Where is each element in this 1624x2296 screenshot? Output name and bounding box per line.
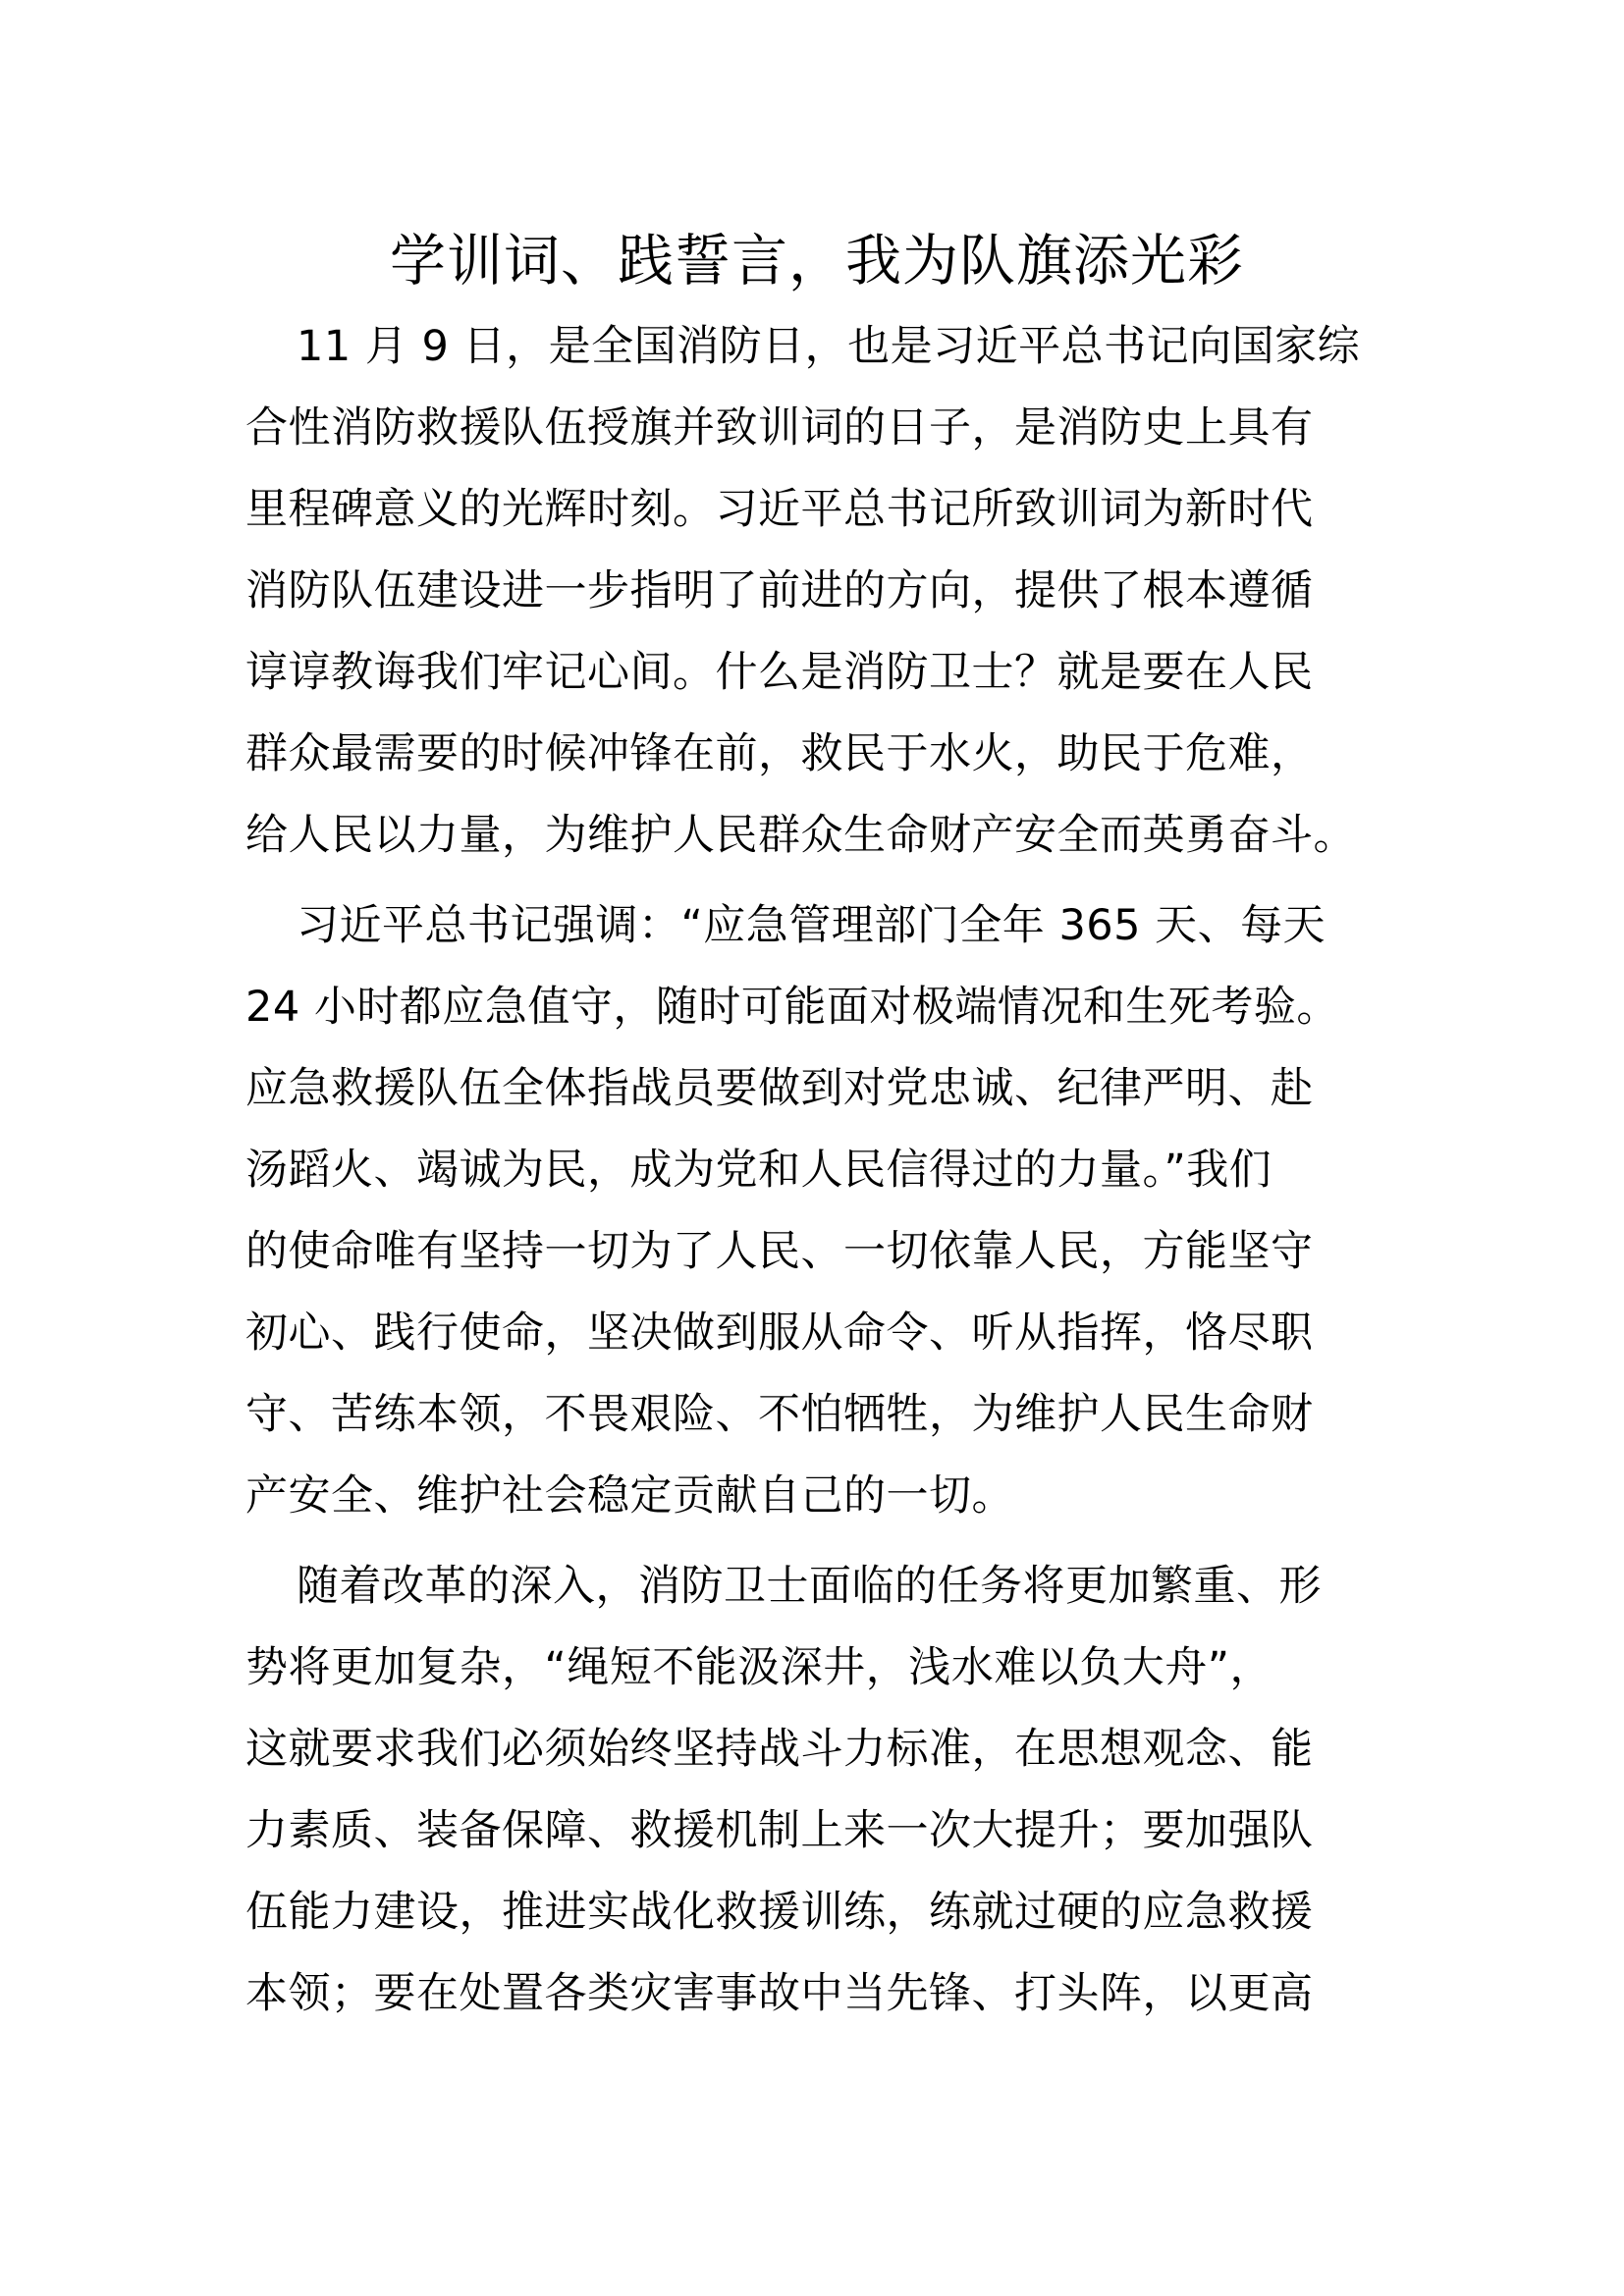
paragraph-2-line-3: 应急救援队伍全体指战员要做到对党忠诚、纪律严明、赴 [245,1064,1314,1113]
paragraph-3-line-6: 本领；要在处置各类灾害事故中当先锋、打头阵，以更高 [245,1969,1314,2018]
paragraph-2-line-4: 汤蹈火、竭诚为民，成为党和人民信得过的力量。”我们 [245,1146,1272,1195]
paragraph-3-line-2: 势将更加复杂，“绳短不能汲深井，浅水难以负大舟”， [245,1643,1273,1692]
document-page [245,216,1388,2035]
paragraph-2-line-8: 产安全、维护社会稳定贡献自己的一切。 [245,1471,1014,1521]
paragraph-national-fire-day [245,306,1388,877]
paragraph-1-line-2: 合性消防救援队伍授旗并致训词的日子，是消防史上具有 [245,403,1314,453]
paragraph-1-line-4: 消防队伍建设进一步指明了前进的方向，提供了根本遵循 [245,566,1314,615]
paragraph-3-line-5: 伍能力建设，推进实战化救援训练，练就过硬的应急救援 [245,1888,1314,1937]
paragraph-1-line-3: 里程碑意义的光辉时刻。习近平总书记所致训词为新时代 [245,485,1314,534]
paragraph-2-line-5: 的使命唯有坚持一切为了人民、一切依靠人民，方能坚守 [245,1227,1314,1276]
paragraph-2-line-6: 初心、践行使命，坚决做到服从命令、听从指挥，恪尽职 [245,1308,1314,1358]
paragraph-1-line-1: 11 月 9 日，是全国消防日，也是习近平总书记向国家综 [297,322,1361,371]
document-title: 学训词、践誓言，我为队旗添光彩 [390,229,1244,294]
paragraph-spacing [245,877,1388,885]
paragraph-3-line-4: 力素质、装备保障、救援机制上来一次大提升；要加强队 [245,1806,1314,1855]
paragraph-3-line-3: 这就要求我们必须始终坚持战斗力标准，在思想观念、能 [245,1725,1314,1774]
paragraph-2-line-1: 习近平总书记强调：“应急管理部门全年 365 天、每天 [297,901,1326,950]
paragraph-1-line-5: 谆谆教诲我们牢记心间。什么是消防卫士？就是要在人民 [245,648,1314,697]
paragraph-xi-emphasis [245,885,1388,1537]
paragraph-2-line-7: 守、苦练本领，不畏艰险、不怕牺牲，为维护人民生命财 [245,1390,1314,1439]
paragraph-reform-tasks [245,1546,1388,2035]
paragraph-3-line-1: 随着改革的深入，消防卫士面临的任务将更加繁重、形 [297,1562,1322,1611]
paragraph-1-line-6: 群众最需要的时候冲锋在前，救民于水火，助民于危难， [245,729,1314,778]
paragraph-spacing [245,1537,1388,1546]
paragraph-1-line-7: 给人民以力量，为维护人民群众生命财产安全而英勇奋斗。 [245,811,1356,860]
paragraph-2-line-2: 24 小时都应急值守，随时可能面对极端情况和生死考验。 [245,983,1339,1032]
